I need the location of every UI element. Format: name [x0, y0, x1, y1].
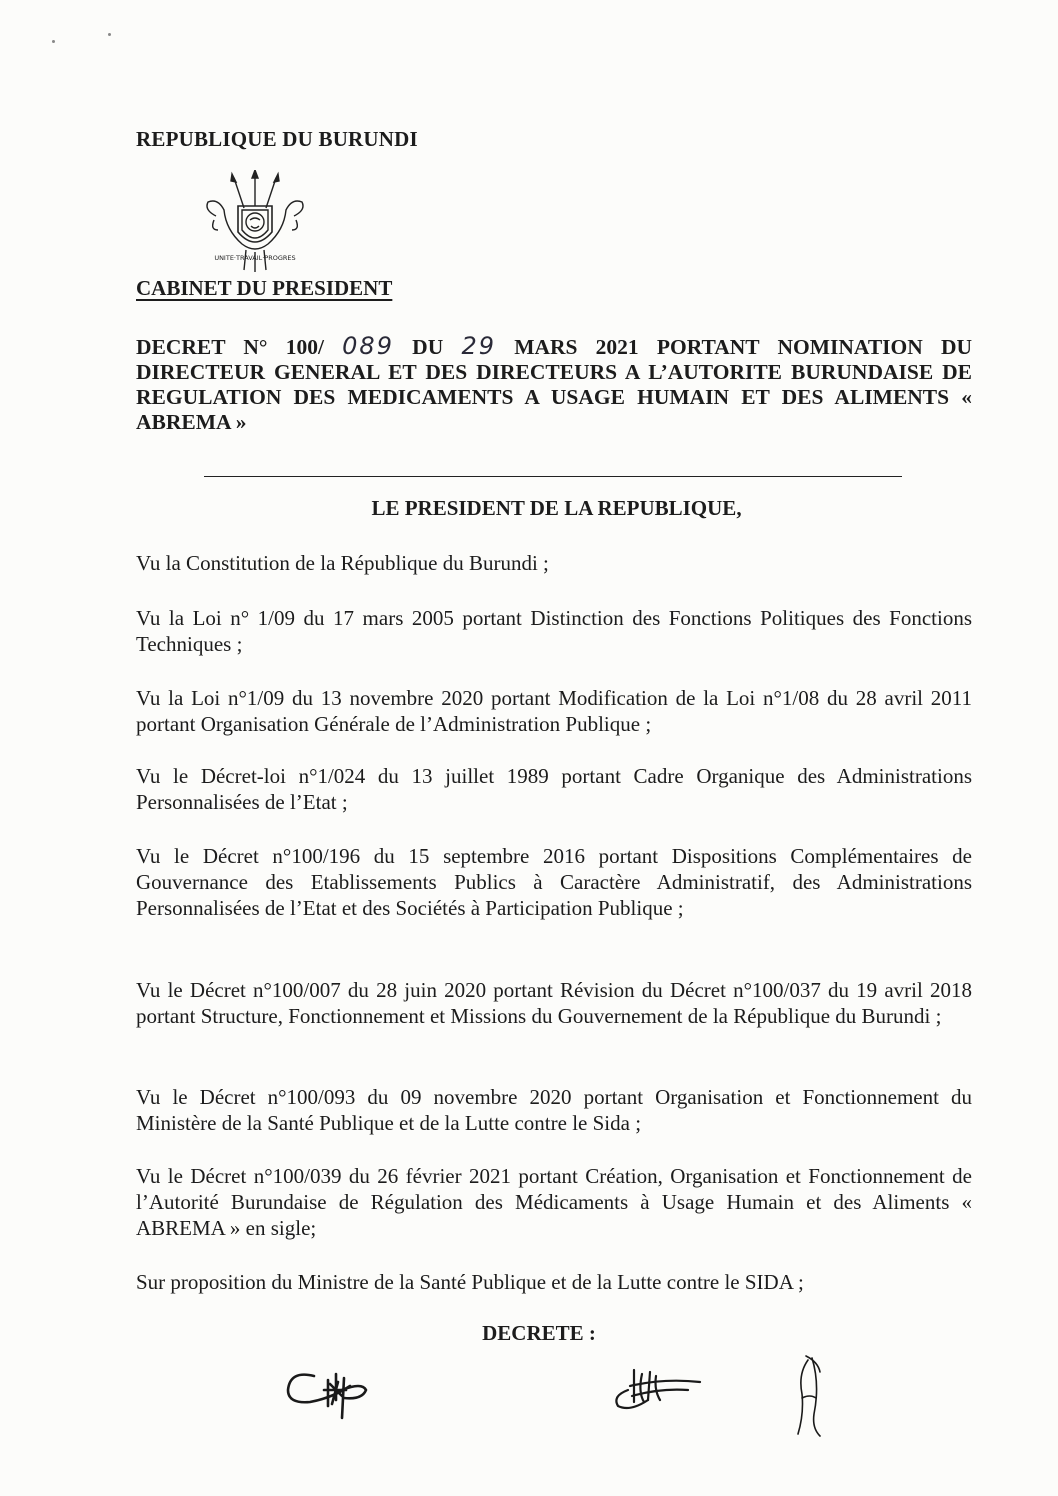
cabinet-heading: CABINET DU PRESIDENT [136, 276, 393, 300]
consideration-2: Vu la Loi n° 1/09 du 17 mars 2005 portant Distinction des Fonctions Politiques des Fonctions Techniques ; [136, 606, 972, 656]
decrete-heading [0, 1321, 1058, 1346]
president-heading-text: LE PRESIDENT DE LA REPUBLIQUE, [371, 496, 742, 520]
signature-initials-icon [280, 1360, 380, 1426]
consideration-4: Vu le Décret-loi n°1/024 du 13 juillet 1989 portant Cadre Organique des Administrations Personnalisées de l’Etat ; [136, 764, 972, 814]
decree-title-rest: MARS 2021 PORTANT NOMINATION DU DIRECTEUR GENERAL ET DES DIRECTEURS A L’AUTORITE BURUNDAISE DE REGULATION DES MEDICAMENTS A USAGE HUMAIN ET DES ALIMENTS « ABREMA » [136, 335, 973, 434]
consideration-1: Vu la Constitution de la République du Burundi ; [136, 551, 549, 575]
consideration-5: Vu le Décret n°100/196 du 15 septembre 2016 portant Dispositions Complémentaires de Gouvernance des Etablissements Publics à Caractère Administratif, des Administrations Personnalisées de l’Etat et des Sociétés à Participation Publique ; [136, 844, 972, 920]
decree-title [136, 334, 972, 435]
decree-prefix: DECRET N° 100/ [136, 335, 324, 359]
consideration-9: Sur proposition du Ministre de la Santé Publique et de la Lutte contre le SIDA ; [136, 1270, 804, 1294]
svg-text:UNITE·TRAVAIL·PROGRES: UNITE·TRAVAIL·PROGRES [214, 254, 296, 262]
country-heading: REPUBLIQUE DU BURUNDI [136, 127, 418, 151]
consideration-8: Vu le Décret n°100/039 du 26 février 2021 portant Création, Organisation et Fonctionnement de l’Autorité Burundaise de Régulation des Médicaments à Usage Humain et des Aliments « ABREMA » en sigle; [136, 1164, 972, 1240]
consideration-3: Vu la Loi n°1/09 du 13 novembre 2020 portant Modification de la Loi n°1/08 du 28 avril 2011 portant Organisation Générale de l’Administration Publique ; [136, 686, 972, 736]
handwritten-decree-day: 29 [461, 332, 496, 360]
decrete-heading-text: DECRETE : [482, 1321, 596, 1345]
signature-initials-icon [790, 1354, 830, 1440]
president-heading [0, 496, 1058, 521]
scan-speck [52, 40, 55, 43]
consideration-7: Vu le Décret n°100/093 du 09 novembre 2020 portant Organisation et Fonctionnement du Ministère de la Santé Publique et de la Lutte contre le Sida ; [136, 1085, 972, 1135]
scan-speck [108, 33, 111, 36]
burundi-coat-of-arms-icon [196, 170, 314, 274]
signature-initials-icon [608, 1356, 708, 1416]
title-divider [204, 476, 902, 477]
consideration-6: Vu le Décret n°100/007 du 28 juin 2020 portant Révision du Décret n°100/037 du 19 avril 2018 portant Structure, Fonctionnement et Missions du Gouvernement de la République du Burundi ; [136, 978, 972, 1028]
handwritten-decree-number: 089 [342, 332, 394, 360]
decree-du: DU [412, 335, 444, 359]
